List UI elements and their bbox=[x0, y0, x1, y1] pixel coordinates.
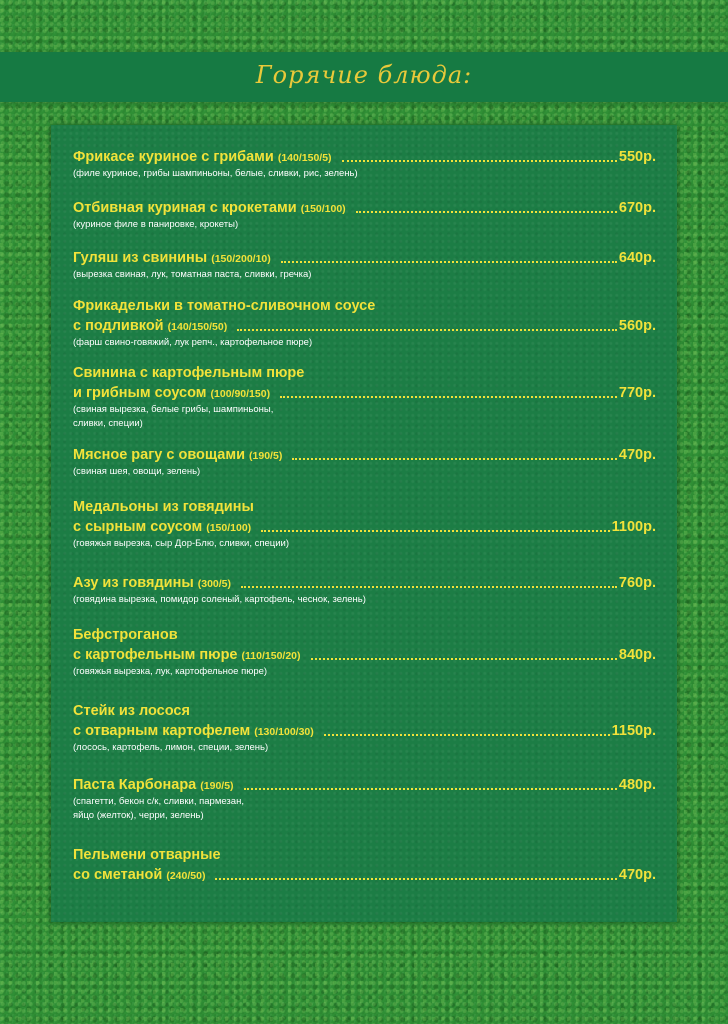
dish-description: сливки, специи) bbox=[73, 418, 143, 429]
dot-leader bbox=[215, 878, 617, 880]
dish-description: (вырезка свиная, лук, томатная паста, сливки, гречка) bbox=[73, 269, 312, 280]
menu-item-line bbox=[73, 363, 656, 383]
dish-price: 470р. bbox=[618, 447, 656, 463]
dish-description: (куриное филе в панировке, крокеты) bbox=[73, 219, 239, 230]
menu-item bbox=[73, 363, 656, 431]
dish-name: Свинина с картофельным пюре bbox=[73, 365, 305, 381]
dish-description: яйцо (желток), черри, зелень) bbox=[73, 810, 204, 821]
dot-leader bbox=[311, 658, 617, 660]
dish-weight: (150/100) bbox=[206, 522, 252, 534]
menu-item-line bbox=[73, 573, 656, 593]
dish-weight: (190/5) bbox=[249, 450, 283, 462]
header-banner bbox=[0, 52, 728, 102]
menu-item-line bbox=[73, 775, 656, 795]
dish-name: Отбивная куриная с крокетами (150/100) bbox=[73, 200, 346, 216]
dish-description: (лосось, картофель, лимон, специи, зелень) bbox=[73, 742, 269, 753]
dish-weight: (240/50) bbox=[166, 870, 206, 882]
dish-weight: (150/200/10) bbox=[211, 253, 271, 265]
dish-name: Азу из говядины (300/5) bbox=[73, 575, 232, 591]
dish-price: 1100р. bbox=[611, 519, 656, 535]
dish-weight: (300/5) bbox=[197, 578, 232, 590]
menu-item bbox=[73, 248, 656, 282]
dish-name: с сырным соусом (150/100) bbox=[73, 519, 252, 535]
dish-name: Фрикадельки в томатно-сливочном соусе bbox=[73, 298, 376, 314]
menu-item-line bbox=[73, 383, 656, 403]
menu-item-line bbox=[73, 497, 656, 517]
dish-name: с подливкой (140/150/50) bbox=[73, 318, 228, 334]
dish-weight: (100/90/150) bbox=[210, 388, 271, 400]
menu-item bbox=[73, 296, 656, 350]
menu-item bbox=[73, 775, 656, 823]
menu-item bbox=[73, 701, 656, 755]
dish-weight: (110/150/20) bbox=[241, 650, 301, 662]
menu-item-line bbox=[73, 845, 656, 865]
menu-item-line bbox=[73, 147, 656, 167]
dish-name: Пельмени отварные bbox=[73, 847, 221, 863]
dish-weight: (140/150/50) bbox=[167, 321, 228, 333]
dot-leader bbox=[244, 788, 617, 790]
menu-panel bbox=[51, 125, 677, 922]
menu-item bbox=[73, 147, 656, 181]
dish-description: (говяжья вырезка, сыр Дор-Блю, сливки, специи) bbox=[73, 538, 290, 549]
menu-item bbox=[73, 625, 656, 679]
dish-name: с отварным картофелем (130/100/30) bbox=[73, 723, 314, 739]
menu-item-line bbox=[73, 445, 656, 465]
dish-name: Бефстроганов bbox=[73, 627, 178, 643]
dish-name: с картофельным пюре (110/150/20) bbox=[73, 647, 301, 663]
dot-leader bbox=[342, 160, 617, 162]
dish-weight: (190/5) bbox=[200, 780, 234, 792]
menu-item bbox=[73, 497, 656, 551]
menu-item bbox=[73, 198, 656, 232]
dish-price: 550р. bbox=[618, 149, 656, 165]
dish-price: 670р. bbox=[618, 200, 656, 216]
dish-price: 640р. bbox=[618, 250, 656, 266]
dot-leader bbox=[280, 396, 617, 398]
dot-leader bbox=[241, 586, 617, 588]
dish-name: Медальоны из говядины bbox=[73, 499, 254, 515]
dish-description: (говядина вырезка, помидор соленый, картофель, чеснок, зелень) bbox=[73, 594, 366, 605]
dish-description: (спагетти, бекон с/к, сливки, пармезан, bbox=[73, 796, 244, 807]
dish-weight: (130/100/30) bbox=[254, 726, 314, 738]
menu-item-line bbox=[73, 865, 656, 885]
menu-item-line bbox=[73, 248, 656, 268]
menu-item-line bbox=[73, 296, 656, 316]
page-title: Горячие блюда: bbox=[255, 61, 473, 89]
dish-name: Мясное рагу с овощами (190/5) bbox=[73, 447, 283, 463]
dish-price: 770р. bbox=[618, 385, 656, 401]
menu-item-line bbox=[73, 198, 656, 218]
menu-item-line bbox=[73, 316, 656, 336]
menu-item-line bbox=[73, 517, 656, 537]
dish-name: Гуляш из свинины (150/200/10) bbox=[73, 250, 271, 266]
menu-item-line bbox=[73, 701, 656, 721]
dish-name: и грибным соусом (100/90/150) bbox=[73, 385, 271, 401]
dot-leader bbox=[324, 734, 610, 736]
dish-description: (фарш свино-говяжий, лук репч., картофельное пюре) bbox=[73, 337, 313, 348]
dot-leader bbox=[292, 458, 617, 460]
menu-item bbox=[73, 845, 656, 885]
dish-weight: (150/100) bbox=[300, 203, 346, 215]
menu-item-line bbox=[73, 625, 656, 645]
dish-weight: (140/150/5) bbox=[277, 152, 332, 164]
dish-description: (свиная вырезка, белые грибы, шампиньоны, bbox=[73, 404, 274, 415]
dish-name: Стейк из лосося bbox=[73, 703, 190, 719]
dish-description: (говяжья вырезка, лук, картофельное пюре) bbox=[73, 666, 268, 677]
menu-item bbox=[73, 445, 656, 479]
dish-price: 480р. bbox=[618, 777, 656, 793]
dish-name: со сметаной (240/50) bbox=[73, 867, 206, 883]
dish-description: (филе куриное, грибы шампиньоны, белые, сливки, рис, зелень) bbox=[73, 168, 358, 179]
dish-name: Паста Карбонара (190/5) bbox=[73, 777, 234, 793]
dish-price: 1150р. bbox=[611, 723, 656, 739]
dish-name: Фрикасе куриное с грибами (140/150/5) bbox=[73, 149, 332, 165]
menu-item-line bbox=[73, 721, 656, 741]
dot-leader bbox=[281, 261, 617, 263]
menu-item bbox=[73, 573, 656, 607]
dish-price: 840р. bbox=[618, 647, 656, 663]
dot-leader bbox=[237, 329, 617, 331]
dot-leader bbox=[261, 530, 610, 532]
menu-item-line bbox=[73, 645, 656, 665]
dot-leader bbox=[356, 211, 617, 213]
dish-price: 470р. bbox=[618, 867, 656, 883]
dish-description: (свиная шея, овощи, зелень) bbox=[73, 466, 201, 477]
dish-price: 760р. bbox=[618, 575, 656, 591]
dish-price: 560р. bbox=[618, 318, 656, 334]
